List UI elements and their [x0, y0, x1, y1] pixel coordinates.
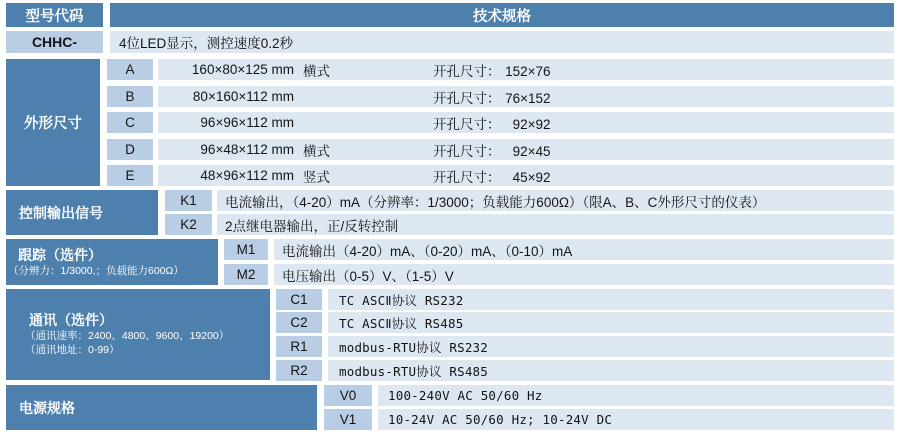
dim-code-c: C — [107, 112, 153, 133]
dim-orientation: 横式 — [303, 63, 330, 79]
comm-baud-rates: （通讯速率：2400、4800、9600、19200） — [25, 330, 230, 342]
comm-code-r2: R2 — [276, 360, 322, 381]
comm-row-r1: modbus-RTU协议 RS232 — [328, 336, 894, 357]
cutout-value: 45×92 — [512, 169, 551, 185]
comm-code-c2: C2 — [276, 312, 322, 333]
comm-row-c2: TC ASCⅡ协议 RS485 — [328, 312, 894, 333]
cutout-size — [433, 166, 551, 186]
control-code-k1: K1 — [165, 190, 212, 211]
cutout-label: 开孔尺寸： — [433, 90, 501, 106]
dim-row-b — [158, 86, 894, 107]
dim-size: 96×48×112 mm — [200, 142, 294, 157]
tracking-subtitle: （分辨力：1/3000,；负载能力600Ω） — [8, 264, 184, 277]
power-row-v1: 10-24V AC 50/60 Hz; 10-24V DC — [378, 409, 894, 430]
tracking-title: 跟踪（选件） — [18, 246, 102, 263]
dim-code-e: E — [107, 165, 153, 186]
cutout-value: 152×76 — [505, 63, 551, 79]
dim-orientation: 竖式 — [303, 169, 330, 185]
comm-code-r1: R1 — [276, 336, 322, 357]
dim-code-b: B — [107, 86, 153, 107]
cutout-label: 开孔尺寸： — [433, 116, 501, 132]
comm-title: 通讯（选件） — [29, 312, 113, 328]
comm-row-r2: modbus-RTU协议 RS485 — [328, 360, 894, 381]
cutout-value: 92×45 — [512, 143, 551, 159]
tracking-row-m1: 电流输出（4-20）mA、（0-20）mA、（0-10）mA — [274, 239, 894, 260]
cutout-label: 开孔尺寸： — [433, 143, 501, 159]
dim-orientation: 横式 — [303, 143, 330, 159]
comm-addresses: （通讯地址：0-99） — [25, 344, 120, 356]
dim-row-e — [158, 165, 894, 186]
model-description-cell: 4位LED显示，测控速度0.2秒 — [110, 31, 894, 53]
section-label-tracking — [6, 239, 218, 285]
comm-row-c1: TC ASCⅡ协议 RS232 — [328, 289, 894, 310]
dim-code-d: D — [107, 139, 153, 160]
tracking-code-m1: M1 — [224, 239, 268, 260]
section-label-communication — [6, 289, 270, 380]
dim-row-c — [158, 112, 894, 133]
dim-row-a — [158, 59, 894, 80]
dim-size: 96×96×112 mm — [200, 115, 294, 130]
dim-code-a: A — [107, 59, 153, 80]
cutout-label: 开孔尺寸： — [433, 169, 501, 185]
tracking-row-m2: 电压输出（0-5）V、（1-5）V — [274, 264, 894, 285]
cutout-value: 76×152 — [505, 90, 551, 106]
cutout-size — [433, 87, 551, 107]
control-row-k2: 2点继电器输出，正/反转控制 — [217, 214, 894, 235]
power-code-v1: V1 — [324, 409, 372, 430]
control-code-k2: K2 — [165, 214, 212, 235]
power-row-v0: 100-240V AC 50/60 Hz — [378, 385, 894, 406]
model-code-header: 型号代码 — [6, 3, 103, 27]
tracking-code-m2: M2 — [224, 264, 268, 285]
dim-size: 80×160×112 mm — [192, 89, 294, 104]
section-label-dimensions: 外形尺寸 — [6, 59, 100, 186]
power-code-v0: V0 — [324, 385, 372, 406]
model-prefix-cell: CHHC- — [6, 31, 103, 53]
section-label-control-output: 控制输出信号 — [6, 190, 158, 235]
cutout-size — [433, 60, 551, 80]
comm-code-c1: C1 — [276, 289, 322, 310]
tech-spec-header: 技术规格 — [110, 3, 894, 27]
cutout-size — [433, 140, 551, 160]
cutout-label: 开孔尺寸： — [433, 63, 501, 79]
control-row-k1: 电流输出，（4-20）mA（分辨率：1/3000；负载能力600Ω）（限A、B、C外形尺寸的仪表） — [217, 190, 894, 211]
dim-size: 48×96×112 mm — [200, 168, 294, 183]
dim-row-d — [158, 139, 894, 160]
cutout-value: 92×92 — [512, 116, 551, 132]
cutout-size — [433, 113, 551, 133]
section-label-power: 电源规格 — [6, 385, 317, 430]
dim-size: 160×80×125 mm — [191, 62, 294, 77]
